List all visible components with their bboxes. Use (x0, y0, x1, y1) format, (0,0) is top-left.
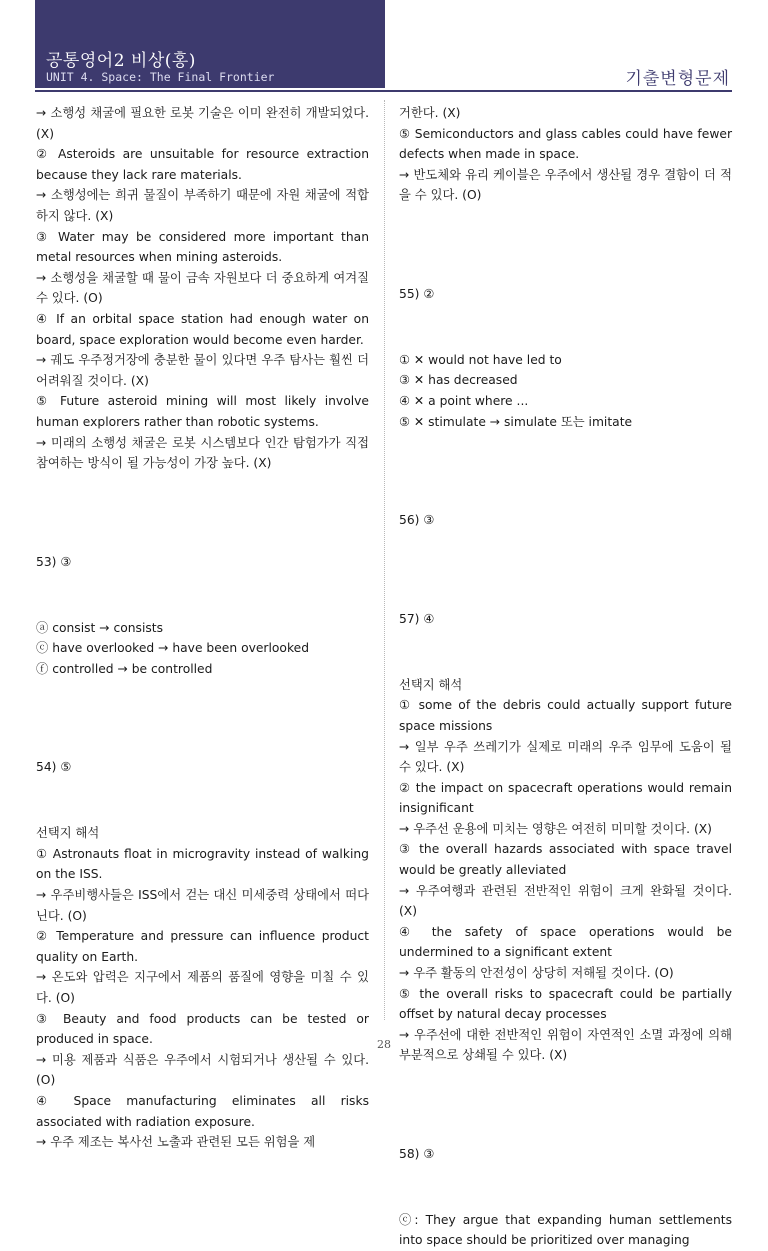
spacer (399, 317, 732, 338)
text-line: 선택지 해석 (36, 826, 100, 841)
text-line: ③ Beauty and food products can be tested or produced in space. (36, 1011, 369, 1047)
spacer (36, 486, 369, 507)
header-rule (35, 90, 732, 92)
text-line: ② the impact on spacecraft operations would remain insignificant (399, 780, 732, 816)
text-line: ③ Water may be considered more important than metal resources when mining asteroids. (36, 229, 369, 265)
text-line: ④ Space manufacturing eliminates all risks associated with radiation exposure. (36, 1093, 369, 1129)
text-line: → 소행성을 채굴할 때 물이 금속 자원보다 더 중요하게 여겨질 수 있다. (O) (36, 270, 369, 306)
text-line: ③ the overall hazards associated with space travel would be greatly alleviated (399, 842, 732, 878)
spacer (399, 218, 732, 239)
left-column (36, 103, 369, 1153)
text-line: → 우주비행사들은 ISS에서 걷는 대신 미세중력 상태에서 떠다닌다. (O) (36, 887, 369, 923)
spacer (399, 1177, 732, 1198)
text-line: → 소행성 채굴에 필요한 로봇 기술은 이미 완전히 개발되었다. (X) (36, 106, 369, 141)
text-line: ② Temperature and pressure can influence product quality on Earth. (36, 929, 369, 964)
text-line: ⑤ Future asteroid mining will most likely involve human explorers rather than robotic systems. (36, 394, 369, 429)
text-line: → 우주선에 대한 전반적인 위험이 자연적인 소멸 과정에 의해 부분적으로 상쇄될 수 있다. (X) (399, 1027, 732, 1063)
spacer (399, 1078, 732, 1099)
text-line: ⑤ ✕ stimulate → simulate 또는 imitate (399, 414, 633, 429)
header-unit: UNIT 4. Space: The Final Frontier (46, 70, 275, 84)
text-line: ① some of the debris could actually support future space missions (399, 698, 732, 733)
text-line: ⓒ: They argue that expanding human settlements into space should be prioritized over managing (399, 1212, 732, 1248)
text-line: 58) ③ (399, 1147, 435, 1162)
text-line: → 우주여행과 관련된 전반적인 위험이 크게 완화될 것이다. (X) (399, 883, 732, 919)
text-line: ⓒ have overlooked → have been overlooked (36, 641, 310, 656)
spacer (36, 790, 369, 811)
text-line: → 온도와 압력은 지구에서 제품의 품질에 영향을 미칠 수 있다. (O) (36, 970, 369, 1005)
text-line: → 미래의 소행성 채굴은 로봇 시스템보다 인간 탐험가가 직접 참여하는 방식이 될 가능성이 가장 높다. (X) (36, 435, 369, 471)
text-line: → 궤도 우주정거장에 충분한 물이 있다면 우주 탐사는 훨씬 더 어려워질 것이다. (X) (36, 353, 369, 388)
right-column (399, 103, 732, 1251)
spacer (399, 251, 732, 272)
text-line: ⑤ the overall risks to spacecraft could be partially offset by natural decay processes (399, 986, 732, 1022)
text-line: ④ the safety of space operations would be undermined to a significant extent (399, 924, 732, 960)
text-line: ④ If an orbital space station had enough water on board, space exploration would become even harder. (36, 311, 369, 347)
text-line: 거한다. (X) (399, 106, 461, 120)
spacer (36, 519, 369, 540)
text-line: → 우주선 운용에 미치는 영향은 여전히 미미할 것이다. (X) (399, 821, 712, 836)
text-line: 55) ② (399, 287, 435, 302)
text-line: → 반도체와 유리 케이블은 우주에서 생산될 경우 결함이 더 적을 수 있다. (O) (399, 167, 732, 203)
column-divider (384, 100, 385, 1020)
text-line: ③ ✕ has decreased (399, 373, 518, 388)
text-line: ⓕ controlled → be controlled (36, 661, 213, 676)
text-line: → 우주 활동의 안전성이 상당히 저해될 것이다. (O) (399, 966, 674, 981)
text-line: 54) ⑤ (36, 760, 72, 775)
text-line: 53) ③ (36, 554, 72, 569)
spacer (399, 543, 732, 564)
text-line: ① Astronauts float in microgravity instead of walking on the ISS. (36, 846, 369, 882)
text-line: ⓐ consist → consists (36, 620, 163, 635)
spacer (36, 585, 369, 606)
header-title: 공통영어2 비상(홍) (46, 51, 196, 71)
spacer (399, 576, 732, 597)
spacer (36, 692, 369, 713)
spacer (399, 477, 732, 498)
spacer (36, 725, 369, 746)
text-line: 선택지 해석 (399, 677, 463, 692)
text-line: ② Asteroids are unsuitable for resource extraction because they lack rare materials. (36, 147, 369, 182)
text-line: ⑤ Semiconductors and glass cables could have fewer defects when made in space. (399, 126, 732, 162)
spacer (399, 445, 732, 466)
text-line: 57) ④ (399, 611, 435, 626)
text-line: → 미용 제품과 식품은 우주에서 시험되거나 생산될 수 있다. (O) (36, 1052, 369, 1088)
page-number: 28 (377, 1038, 391, 1051)
spacer (399, 1111, 732, 1132)
text-line: ① ✕ would not have led to (399, 352, 562, 367)
text-line: → 소행성에는 희귀 물질이 부족하기 때문에 자원 채굴에 적합하지 않다. (X) (36, 188, 369, 223)
text-line: 56) ③ (399, 513, 435, 528)
text-line: → 일부 우주 쓰레기가 실제로 미래의 우주 임무에 도움이 될 수 있다. (X) (399, 739, 732, 775)
text-line: → 우주 제조는 복사선 노출과 관련된 모든 위험을 제 (36, 1135, 316, 1150)
header-section-label: 기출변형문제 (625, 69, 730, 89)
spacer (399, 642, 732, 663)
text-line: ④ ✕ a point where ... (399, 394, 529, 409)
